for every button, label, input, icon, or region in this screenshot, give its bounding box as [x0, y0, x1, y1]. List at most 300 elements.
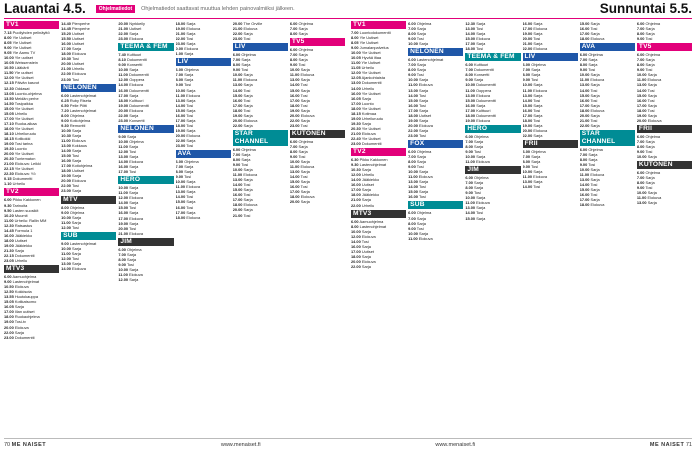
program-title: Tosi — [129, 169, 137, 175]
program-time: 10.00 — [636, 154, 647, 160]
program-title: Tosi — [186, 194, 194, 200]
program-title: Uutiset — [14, 237, 27, 243]
program-time: 10.20 — [4, 212, 14, 218]
program-time: 18.00 — [351, 105, 361, 111]
program-time: 22.00 — [175, 36, 186, 42]
program-listing — [408, 194, 463, 199]
program-title: Dokumentti — [476, 112, 496, 118]
program-title: Sarja — [361, 197, 371, 203]
program-title: Tosi — [473, 190, 481, 196]
program-time: 7.00 — [522, 67, 531, 73]
program-time: 7.00 — [289, 52, 298, 58]
program-time: 1.10 — [4, 181, 12, 187]
program-time: 15.00 — [579, 187, 590, 193]
program-time: 10.00 — [351, 228, 361, 234]
channel-block — [465, 125, 520, 164]
program-time: 7.00 — [465, 67, 473, 73]
program-title: Tosi — [476, 210, 484, 216]
program-title: Kokkaus — [72, 143, 87, 149]
program-title: Ooppera — [475, 87, 492, 93]
program-time: 21.00 — [118, 230, 129, 236]
program-title: Elokuva — [129, 159, 144, 165]
program-title: Sarja — [300, 159, 310, 165]
channel-header: HERO — [118, 176, 173, 184]
program-title: Uutiset — [72, 168, 85, 174]
program-time: 11.00 — [636, 77, 647, 83]
program-time: 13.00 — [522, 92, 533, 98]
program-time: 20.00 — [579, 112, 590, 118]
program-listing — [580, 123, 635, 128]
program-time: 15.00 — [232, 187, 243, 193]
program-title: Elokuva — [361, 130, 376, 136]
program-time: 20.30 — [351, 125, 361, 131]
program-time: 6.00 — [118, 246, 126, 252]
program-title: Ohjelma — [416, 21, 432, 26]
program-time: 7.00 — [175, 72, 184, 78]
program-title: Sarja — [71, 219, 81, 225]
program-time: 18.00 — [408, 112, 418, 118]
channel-block — [351, 21, 406, 146]
program-time: 17.00 — [522, 112, 533, 118]
program-title: Sarja — [416, 26, 426, 32]
program-time: 22.15 — [4, 252, 14, 258]
program-time: 6.00 — [636, 133, 645, 139]
program-title: Kotimaa — [361, 110, 377, 116]
program-time: 18.10 — [4, 130, 14, 136]
program-time: 7.00 — [351, 30, 359, 35]
program-time: 14.00 — [465, 31, 476, 37]
program-time: 12.00 — [351, 70, 361, 76]
program-title: Tosi — [71, 255, 79, 261]
channel-header: AVA — [580, 43, 635, 51]
program-time: 21.00 — [232, 212, 243, 218]
program-time: 10.05 — [351, 55, 361, 61]
program-time: 9.00 — [465, 77, 473, 83]
program-title: Ohjelma — [69, 209, 85, 215]
program-time: 7.00 — [118, 251, 126, 257]
program-title: Sarja — [300, 169, 310, 175]
program-listing — [465, 159, 520, 164]
program-title: Sarja — [300, 107, 310, 113]
program-time: 6.00 — [4, 274, 12, 280]
program-time: 11.00 — [351, 60, 361, 66]
program-title: Sarja — [186, 209, 196, 215]
program-title: Sarja — [588, 151, 598, 157]
program-time: 20.00 — [289, 112, 300, 118]
footer-left — [4, 442, 46, 448]
program-title: Dokumentti — [129, 102, 149, 108]
program-title: Sarja — [476, 31, 486, 37]
program-time: 20.00 — [4, 151, 14, 157]
program-time: 18.00 — [579, 36, 590, 42]
program-time: 9.00 — [118, 261, 126, 267]
program-time: 10.00 — [4, 55, 14, 61]
program-title: Sarja — [128, 143, 139, 149]
program-title: Tosi — [243, 36, 251, 42]
program-title: Ruokaohjelma — [14, 314, 40, 320]
channel-block — [118, 176, 173, 235]
program-time: 22.00 — [522, 132, 533, 138]
program-time: 16.00 — [579, 97, 590, 103]
program-time: 10.00 — [465, 82, 476, 88]
program-title: Kulttuuri — [474, 62, 489, 68]
program-title: Elokuva — [419, 122, 433, 128]
program-title: Sarja — [243, 197, 253, 203]
channel-block — [290, 38, 345, 128]
program-title: Ohjelma — [298, 138, 314, 144]
right-url: www.menaiset.fi — [435, 441, 476, 448]
program-time: 18.15 — [4, 135, 14, 141]
program-title: Tosi — [476, 26, 484, 32]
program-time: 20.00 — [232, 117, 243, 123]
program-title: Yle Uutiset — [14, 166, 34, 172]
program-title: Tosi — [647, 97, 655, 103]
program-listing — [408, 41, 463, 46]
program-title: Tosi — [473, 148, 481, 154]
program-title: Sarja — [533, 41, 543, 47]
program-time: 14.00 — [232, 87, 243, 93]
program-title: Dokumentti — [476, 97, 496, 103]
program-time: 16.00 — [289, 92, 300, 98]
program-time: 19.00 — [175, 127, 186, 133]
program-listing — [118, 277, 173, 282]
program-time: 11.00 — [61, 250, 71, 256]
program-time: 9.00 — [175, 174, 184, 180]
program-time: 17.00 — [522, 26, 533, 32]
program-time: 9.00 — [232, 162, 241, 168]
program-time: 8.00 — [175, 77, 184, 83]
program-time: 10.30 — [351, 167, 361, 173]
program-time: 13.00 — [232, 177, 243, 183]
program-time: 19.00 — [408, 117, 418, 123]
program-title: Tosipaikka — [14, 100, 33, 106]
program-time: 6.00 — [579, 146, 588, 152]
program-time: 8.00 — [579, 62, 588, 68]
program-time: 16.00 — [579, 26, 590, 32]
listing-column — [637, 21, 692, 437]
program-time: 8.00 — [118, 256, 126, 262]
program-listing — [61, 225, 116, 230]
program-listing — [61, 266, 116, 271]
program-title: Elokuva — [186, 132, 201, 138]
right-day-title: Sunnuntai 5.5. — [599, 1, 692, 16]
channel-block — [61, 21, 116, 82]
program-time: 10.50 — [4, 65, 14, 71]
program-title: Sarja — [419, 189, 429, 195]
program-title: Sarja — [590, 167, 600, 173]
program-title: Tosi — [645, 36, 653, 42]
program-time: 13.00 — [232, 82, 243, 88]
program-time: 9.30 — [4, 202, 12, 208]
program-time: 18.00 — [522, 117, 533, 123]
channel-block — [465, 166, 520, 220]
program-time: 8.00 — [636, 143, 645, 149]
program-title: Sarja — [419, 169, 429, 175]
program-time: 8.05 — [351, 40, 359, 46]
program-title: Dokumentti — [14, 252, 35, 258]
program-title: Sarja — [474, 138, 484, 144]
program-time: 20.00 — [408, 122, 418, 128]
program-title: Tosi — [418, 184, 426, 190]
program-title: Yle Uutiset — [359, 40, 379, 46]
program-time: 11.00 — [522, 87, 533, 93]
program-time: 9.50 — [4, 207, 12, 213]
channel-block — [4, 188, 59, 263]
program-time: 12.30 — [4, 222, 14, 228]
program-title: Sarja — [186, 107, 196, 113]
program-time: 8.00 — [522, 159, 531, 165]
program-time: 9.00 — [4, 45, 12, 51]
program-time: 10.00 — [351, 50, 361, 56]
page-footer — [4, 438, 692, 450]
program-time: 23.00 — [118, 117, 129, 123]
program-time: 17.00 — [61, 163, 71, 169]
program-time: 23.00 — [175, 41, 186, 47]
program-time: 16.00 — [175, 204, 186, 210]
program-title: Sarja — [590, 82, 600, 88]
program-listing — [118, 169, 173, 174]
channel-block — [408, 201, 463, 240]
program-time: 10.00 — [118, 266, 129, 272]
program-title: Konsertti — [127, 62, 143, 68]
program-title: Tosi — [71, 153, 79, 159]
program-time: 11.00 — [289, 72, 300, 78]
program-time: 16.00 — [61, 41, 71, 47]
program-title: Sarja — [590, 102, 600, 108]
program-time: 8.00 — [408, 220, 416, 226]
program-title: Sarja — [72, 132, 82, 138]
program-title: Dokumentti — [14, 334, 35, 340]
program-time: 16.00 — [351, 182, 361, 188]
program-listing — [637, 118, 692, 123]
program-time: 6.00 — [408, 148, 416, 154]
program-title: Elokuva: Yö — [14, 171, 36, 177]
program-time: 16.00 — [232, 97, 243, 103]
program-title: Elokuva — [533, 46, 548, 52]
program-title: Tosi — [533, 184, 541, 190]
program-title: Ajankohtaista — [361, 75, 385, 81]
program-listing — [233, 36, 288, 41]
program-title: Lastenohjelmat — [69, 107, 97, 113]
channel-header: TV2 — [351, 148, 406, 156]
program-time: 14.40 — [61, 21, 71, 26]
listing-column — [4, 21, 59, 437]
channel-header: NELONEN — [118, 125, 173, 133]
channel-block — [351, 148, 406, 207]
program-title: Tosi — [298, 154, 306, 160]
program-time: 10.00 — [289, 67, 300, 73]
program-time: 19.00 — [118, 220, 129, 226]
program-time: 12.00 — [351, 172, 361, 178]
program-title: Uutiset — [361, 182, 374, 188]
program-time: 6.00 — [232, 146, 241, 152]
program-time: 9.00 — [408, 164, 416, 170]
program-time: 20.00 — [118, 225, 129, 231]
program-time: 16.00 — [351, 90, 361, 96]
program-time: 17.00 — [408, 107, 418, 113]
program-listing — [523, 133, 578, 138]
program-time: 9.00 — [522, 77, 531, 83]
program-title: Sarja — [300, 199, 310, 205]
program-title: Sarja — [186, 87, 196, 93]
program-title: Elokuva: Leikki — [14, 161, 41, 167]
channel-header: NELONEN — [408, 48, 463, 56]
program-listing — [61, 77, 116, 82]
program-time: 16.00 — [522, 21, 533, 26]
program-time: 11.00 — [175, 92, 186, 98]
program-time: 6.00 — [522, 62, 531, 68]
program-title: Tosi — [71, 76, 79, 82]
program-title: Elokuva — [476, 36, 491, 42]
program-time: 6.00 — [522, 148, 531, 154]
program-time: 17.00 — [351, 100, 361, 106]
listing-column — [118, 21, 173, 437]
program-time: 13.00 — [465, 26, 476, 32]
program-time: 7.00 — [522, 154, 531, 160]
program-time: 19.30 — [61, 56, 71, 62]
program-time: 15.00 — [408, 97, 418, 103]
program-title: Sarja — [72, 46, 82, 52]
program-title: Lääkärit — [14, 65, 29, 71]
program-time: 13.00 — [522, 179, 533, 185]
program-time: 12.00 — [61, 224, 71, 230]
header-note-text: Ohjelmatiedot saattavat muuttua lehden painovalmiiksi jälkeen. — [141, 5, 295, 12]
channel-header: FRII — [637, 125, 692, 133]
program-time: 17.00 — [175, 117, 186, 123]
program-time: 17.00 — [118, 169, 129, 175]
channel-header: JIM — [465, 166, 520, 174]
program-listing — [4, 335, 59, 340]
program-title: Sarja — [129, 67, 139, 73]
program-title: Elokuva — [590, 172, 605, 178]
program-time: 11.00 — [579, 77, 590, 83]
program-title: Sarja — [645, 62, 655, 68]
program-title: Tosi — [590, 117, 598, 123]
program-time: 6.00 — [408, 57, 416, 63]
program-time: 15.00 — [232, 92, 243, 98]
program-time: 8.10 — [118, 57, 126, 63]
program-title: Sarja — [72, 260, 82, 266]
program-time: 9.00 — [232, 67, 241, 73]
program-title: Tosi — [531, 77, 539, 83]
program-time: 23.00 — [408, 132, 418, 138]
program-title: Sarja — [533, 82, 543, 88]
left-page-number: 70 — [4, 441, 11, 448]
program-title: Sarja — [590, 197, 600, 203]
program-time: 7.00 — [636, 57, 645, 63]
program-title: Elokuva — [475, 200, 490, 206]
program-time: 12.00 — [351, 233, 361, 239]
program-time: 10.00 — [118, 185, 129, 191]
program-title: Elokuva — [184, 46, 199, 52]
program-title: Tosi — [645, 185, 653, 191]
program-time: 19.00 — [61, 173, 71, 179]
program-time: 17.00 — [289, 97, 300, 103]
program-title: Tosi — [186, 143, 194, 149]
program-title: Uutiset — [72, 41, 85, 47]
program-time: 18.00 — [4, 314, 14, 320]
program-time: 15.00 — [4, 105, 14, 111]
program-title: Sarja — [476, 41, 486, 47]
program-title: Sarja — [590, 31, 600, 37]
program-title: Dokumentti — [361, 80, 382, 86]
program-title: Tosi — [361, 238, 369, 244]
program-title: Luonto — [14, 146, 27, 152]
program-title: Sarja — [129, 210, 139, 216]
program-time: 6.00 — [465, 133, 473, 139]
program-title: Sarja — [533, 169, 543, 175]
program-title: Elokuva — [128, 271, 143, 277]
program-title: Tosi — [186, 204, 194, 210]
program-title: Yle Uutiset — [361, 90, 381, 96]
program-time: 20.00 — [636, 117, 647, 123]
program-time: 6.25 — [61, 97, 69, 103]
program-time: 10.00 — [465, 195, 476, 201]
program-title: Urheilu — [361, 202, 375, 208]
channel-block — [637, 125, 692, 159]
program-title: Sarja — [533, 112, 543, 118]
program-title: Sarja — [186, 97, 196, 103]
program-listing — [523, 46, 578, 51]
program-listing — [290, 123, 345, 128]
channel-header: KUTONEN — [637, 161, 692, 169]
program-title: Elokuva — [72, 178, 86, 184]
program-time: 10.00 — [636, 72, 647, 78]
program-time: 15.00 — [289, 179, 300, 185]
program-title: Sarja — [419, 179, 429, 185]
program-time: 10.00 — [118, 67, 129, 73]
program-time: 9.05 — [4, 50, 12, 56]
program-title: Urheilu — [14, 258, 28, 264]
program-time: 11.00 — [465, 200, 475, 206]
program-title: Tosi-tv — [14, 319, 27, 325]
program-time: 20.30 — [4, 156, 14, 162]
program-title: Tosi — [300, 184, 308, 190]
program-time: 7.40 — [118, 52, 126, 58]
program-time: 14.00 — [465, 210, 476, 216]
program-time: 7.00 — [408, 215, 416, 221]
program-time: 18.00 — [636, 107, 647, 113]
right-magazine-name: ME NAISET — [649, 441, 685, 448]
program-title: Sarja — [531, 67, 541, 73]
program-title: Sarja — [474, 180, 484, 186]
program-title: Urheilu: Rallin MM — [14, 217, 47, 223]
program-title: Elokuva — [14, 284, 29, 290]
program-time: 14.00 — [579, 182, 590, 188]
program-time: 14.00 — [579, 87, 590, 93]
program-title: Sarja — [300, 77, 310, 83]
program-title: Urheilu — [361, 65, 374, 71]
program-title: Ohjelma — [474, 175, 489, 181]
program-time: 7.20 — [61, 107, 69, 113]
program-title: Sarja — [72, 148, 82, 154]
program-title: Elokuva — [129, 36, 144, 42]
program-time: 12.00 — [118, 276, 129, 282]
program-time: 13.50 — [4, 95, 14, 101]
program-time: 9.00 — [289, 154, 298, 160]
program-title: Sarja — [186, 117, 196, 123]
program-title: Tosi — [418, 102, 426, 108]
channel-header: KUTONEN — [290, 130, 345, 138]
program-title: Jääkiekko — [14, 232, 33, 238]
program-title: Urheilu — [361, 85, 375, 91]
program-time: 20.00 — [118, 21, 129, 26]
program-time: 7.00 — [289, 143, 298, 149]
program-time: 20.00 — [61, 61, 71, 67]
program-title: Sarja — [645, 143, 655, 149]
program-time: 6.30 — [351, 157, 359, 163]
program-time: 7.00 — [175, 164, 184, 170]
